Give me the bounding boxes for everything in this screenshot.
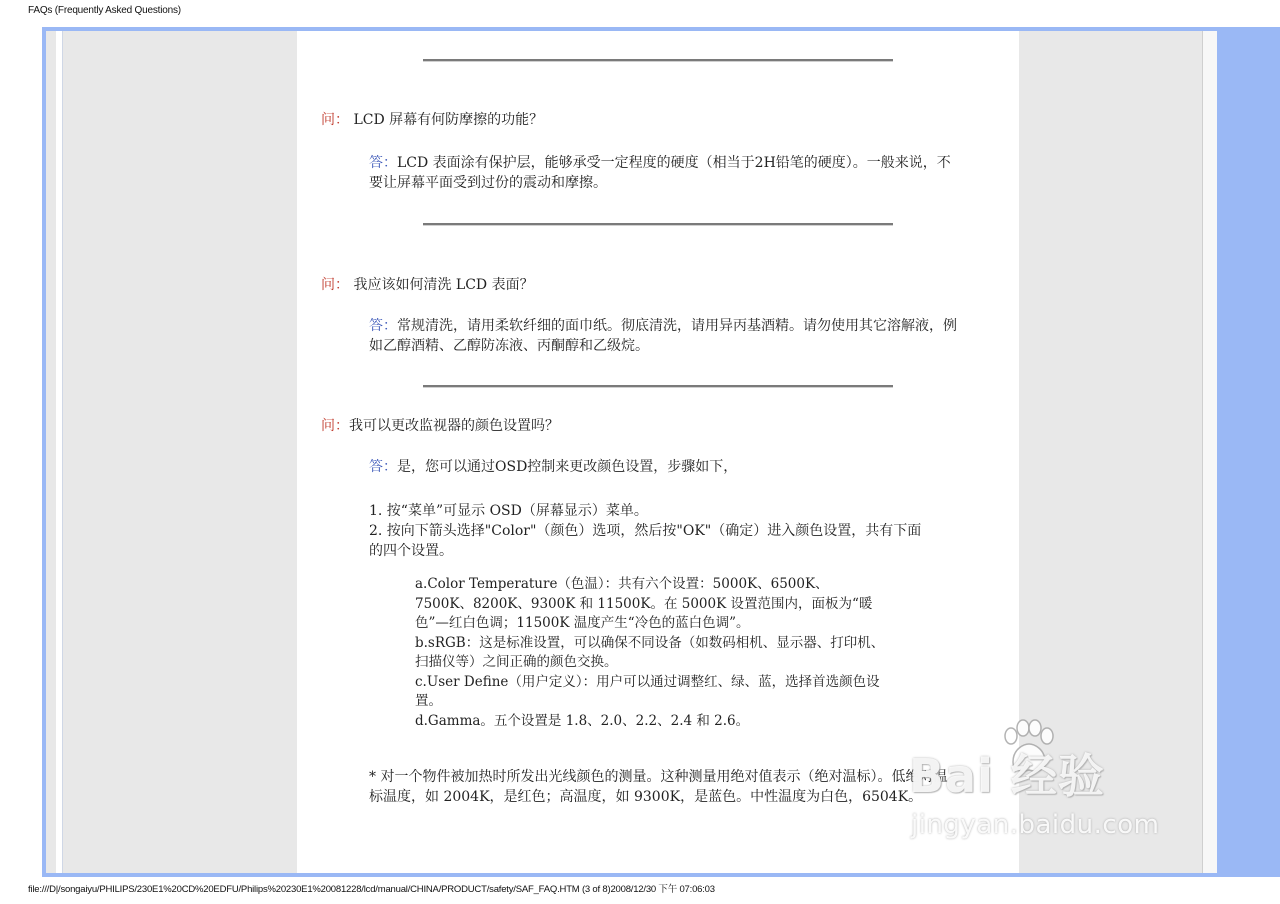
question-text: 我应该如何清洗 LCD 表面？ [349, 277, 534, 293]
step-item: 2. 按向下箭头选择"Color"（颜色）选项，然后按"OK"（确定）进入颜色设置，共有下面的四个设置。 [369, 523, 922, 559]
color-setting-item: b.sRGB：这是标准设置，可以确保不同设备（如数码相机、显示器、打印机、扫描仪等）之间正确的颜色交换。 [415, 634, 885, 670]
step-item: 1. 按“菜单”可显示 OSD（屏幕显示）菜单。 [369, 503, 648, 519]
answer-label: 答： [369, 155, 397, 171]
answer-text: 是，您可以通过OSD控制来更改颜色设置，步骤如下， [397, 459, 738, 475]
divider [423, 385, 893, 388]
question-text: 我可以更改监视器的颜色设置吗？ [349, 418, 559, 434]
faq-answer-2 [369, 316, 959, 356]
color-setting-item: d.Gamma。五个设置是 1.8、2.0、2.2、2.4 和 2.6。 [415, 712, 750, 729]
baidu-watermark [905, 718, 1205, 858]
faq-answer-3 [369, 457, 959, 477]
file-path-footer: file:///D|/songaiyu/PHILIPS/230E1%20CD%20EDFU/Philips%20230E1%20081228/lcd/manual/CHINA/PRODUCT/safety/SAF_FAQ.HTM (3 of 8)2008/12/30 下午 07:06:03 [28, 884, 715, 895]
footnote: * 对一个物件被加热时所发出光线颜色的测量。这种测量用绝对值表示（绝对温标）。低绝对温标温度，如 2004K，是红色；高温度，如 9300K，是蓝色。中性温度为白色，6504K。 [369, 769, 948, 805]
color-setting-item: c.User Define（用户定义）：用户可以通过调整红、绿、蓝，选择首选颜色设置。 [415, 673, 880, 709]
color-settings-list [415, 575, 885, 731]
answer-text: LCD 表面涂有保护层，能够承受一定程度的硬度（相当于2H铅笔的硬度）。一般来说，不要让屏幕平面受到过份的震动和摩擦。 [369, 155, 951, 191]
watermark-brand: Bai 经验 [909, 749, 1105, 803]
question-label: 问： [321, 112, 349, 128]
question-label: 问： [321, 418, 349, 434]
faq-question-1 [321, 109, 543, 129]
color-setting-item: a.Color Temperature（色温）：共有六个设置：5000K、6500K、7500K、8200K、9300K 和 11500K。在 5000K 设置范围内，面板为“暖色”—红白色调；11500K 温度产生“冷色的蓝白色调”。 [415, 576, 873, 631]
answer-text: 常规清洗，请用柔软纤细的面巾纸。彻底清洗，请用异丙基酒精。请勿使用其它溶解液，例如乙醇酒精、乙醇防冻液、丙酮醇和乙级烷。 [369, 318, 957, 354]
faq-answer-1 [369, 153, 959, 193]
divider [423, 59, 893, 62]
faq-question-2 [321, 274, 534, 294]
answer-label: 答： [369, 318, 397, 334]
page-title: FAQs (Frequently Asked Questions) [28, 5, 181, 16]
watermark-url: jingyan.baidu.com [911, 810, 1160, 840]
steps-list [369, 501, 929, 561]
divider [423, 223, 893, 226]
question-text: LCD 屏幕有何防摩擦的功能？ [349, 112, 544, 128]
question-label: 问： [321, 277, 349, 293]
answer-label: 答： [369, 459, 397, 475]
left-margin-strip [56, 31, 63, 873]
faq-question-3 [321, 415, 559, 435]
